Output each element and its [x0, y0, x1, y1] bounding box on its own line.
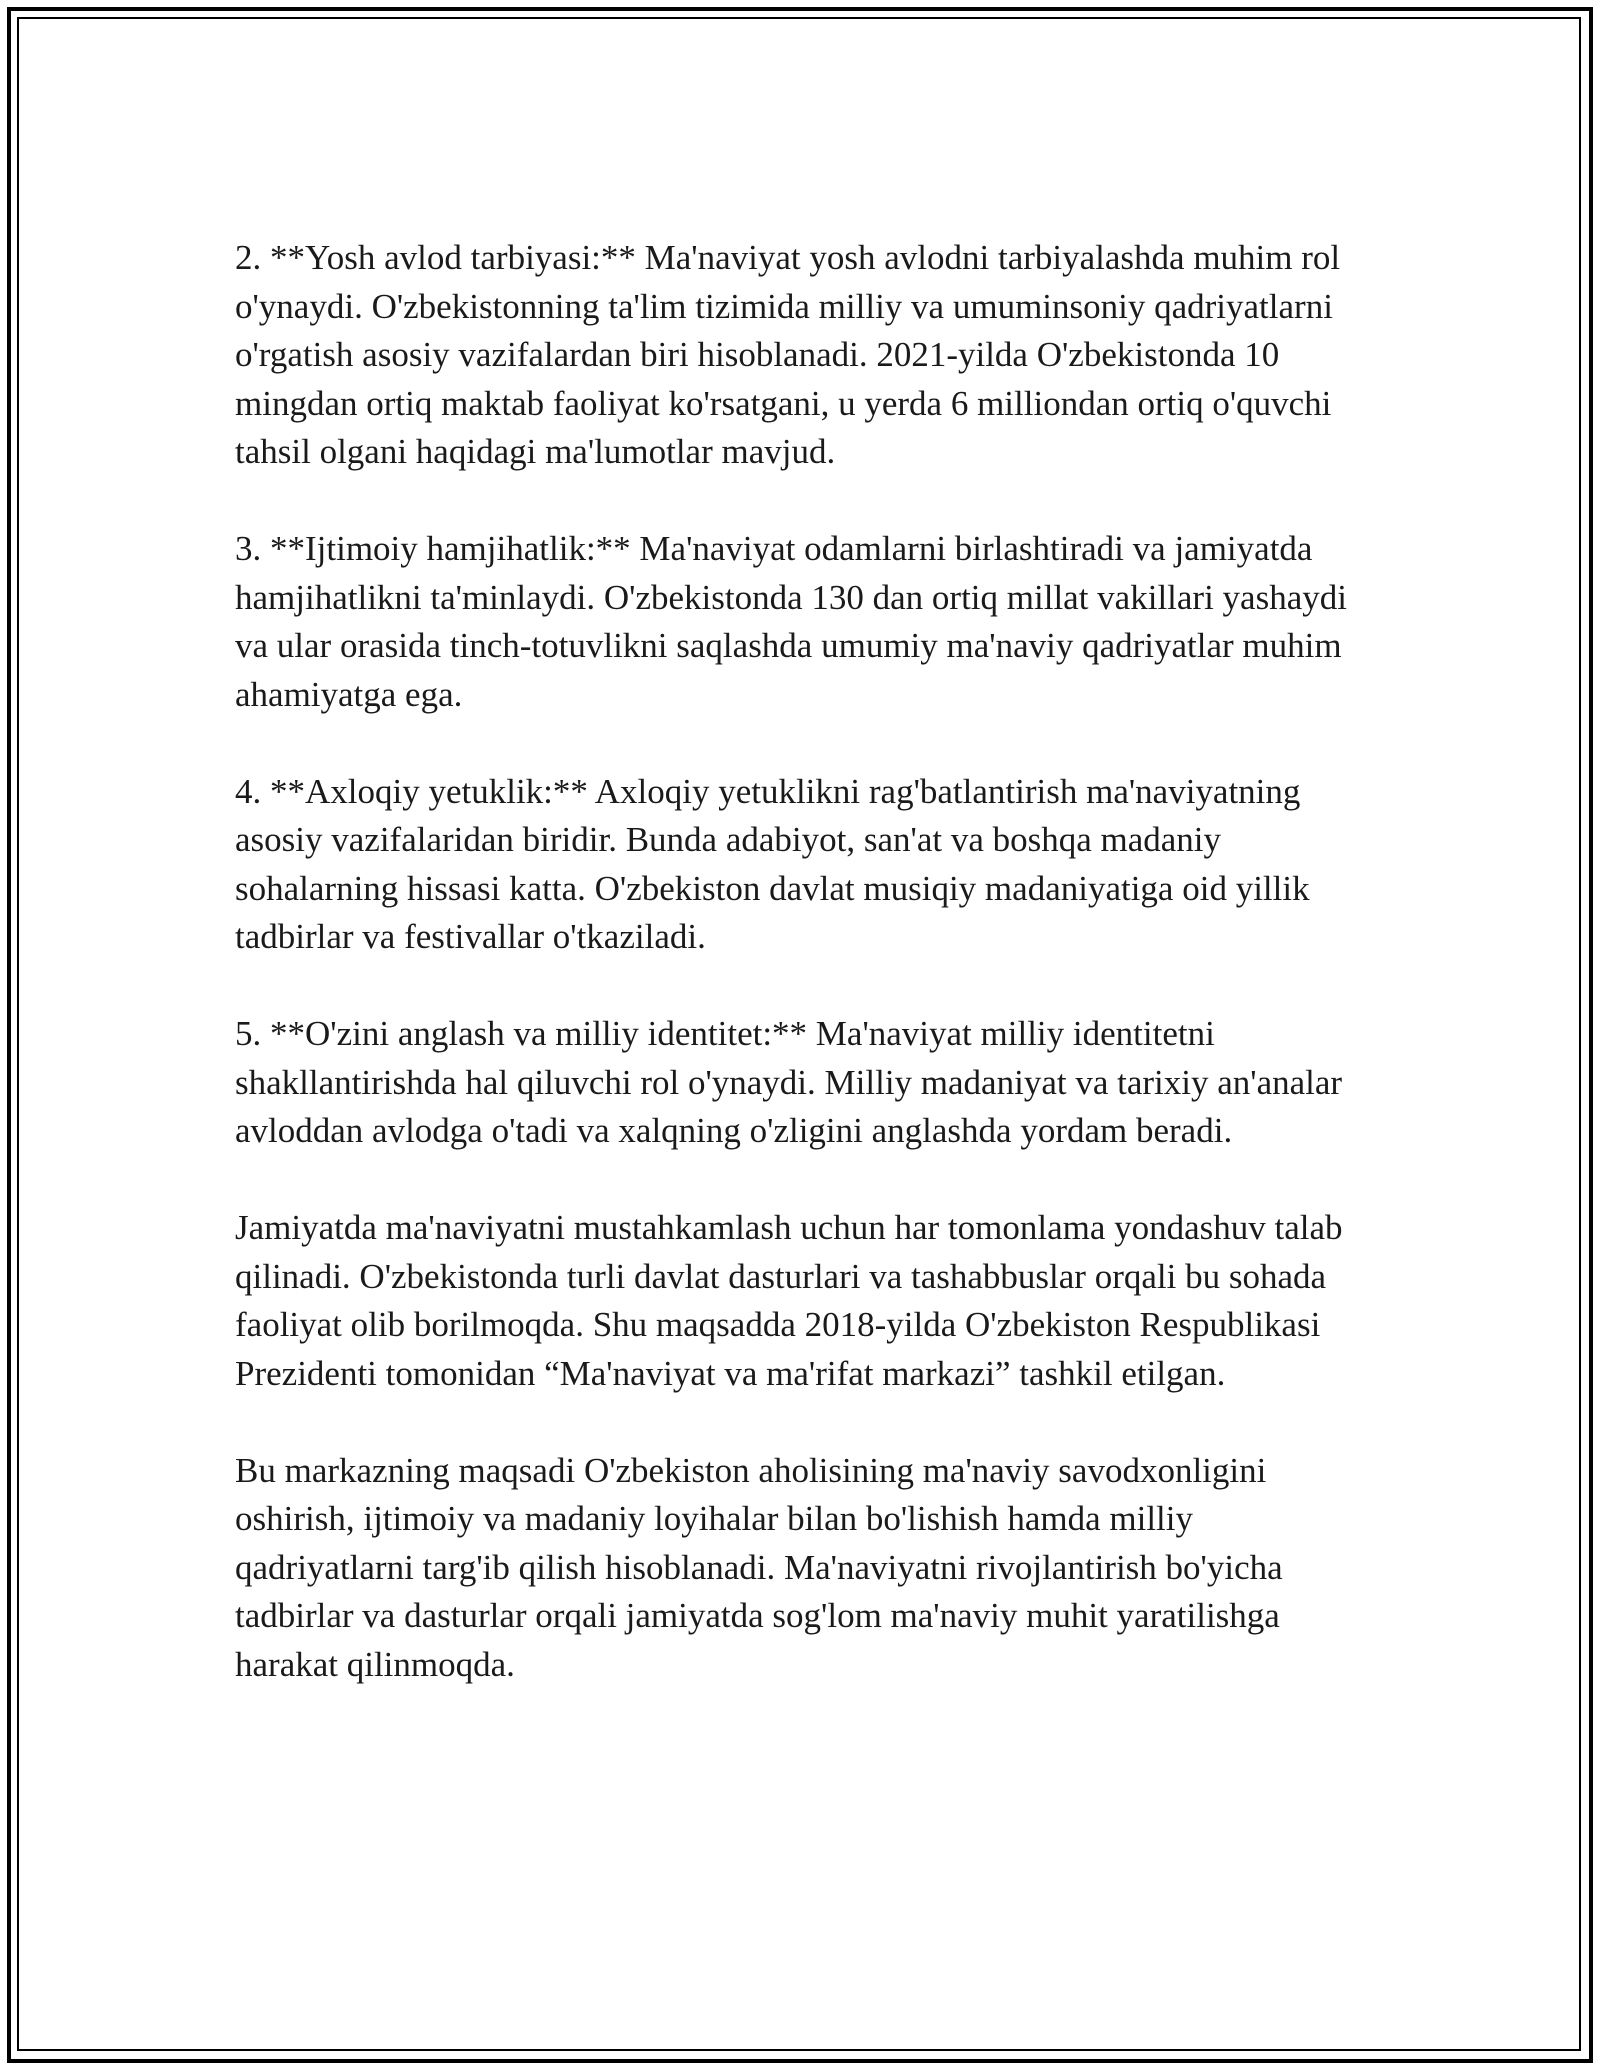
paragraph-markaz-maqsadi: Bu markazning maqsadi O'zbekiston aholisining ma'naviy savodxonligini oshirish, ijtimoiy va madaniy loyihalar bilan bo'lishish hamda milliy qadriyatlarni targ'ib qilish hisoblanadi. Ma'naviyatni rivojlantirish bo'yicha tadbirlar va dasturlar orqali jamiyatda sog'lom ma'naviy muhit yaratilishga harakat qilinmoqda.: [235, 1450, 1283, 1684]
document-body: [235, 234, 1375, 1738]
paragraph-jamiyatda-manaviyat: Jamiyatda ma'naviyatni mustahkamlash uchun har tomonlama yondashuv talab qilinadi. O'zbekistonda turli davlat dasturlari va tashabbuslar orqali bu sohada faoliyat olib borilmoqda. Shu maqsadda 2018-yilda O'zbekiston Respublikasi Prezidenti tomonidan “Ma'naviyat va ma'rifat markazi” tashkil etilgan.: [235, 1208, 1343, 1393]
paragraph-axloqiy-yetuklik: 4. **Axloqiy yetuklik:** Axloqiy yetuklikni rag'batlantirish ma'naviyatning asosiy vazifalaridan biridir. Bunda adabiyot, san'at va boshqa madaniy sohalarning hissasi katta. O'zbekiston davlat musiqiy madaniyatiga oid yillik tadbirlar va festivallar o'tkaziladi.: [235, 771, 1310, 956]
paragraph-milliy-identitet: 5. **O'zini anglash va milliy identitet:** Ma'naviyat milliy identitetni shakllantirishda hal qiluvchi rol o'ynaydi. Milliy madaniyat va tarixiy an'analar avloddan avlodga o'tadi va xalqning o'zligini anglashda yordam beradi.: [235, 1014, 1343, 1150]
paragraph-ijtimoiy-hamjihatlik: 3. **Ijtimoiy hamjihatlik:** Ma'naviyat odamlarni birlashtiradi va jamiyatda hamjihatlikni ta'minlaydi. O'zbekistonda 130 dan ortiq millat vakillari yashaydi va ular orasida tinch-totuvlikni saqlashda umumiy ma'naviy qadriyatlar muhim ahamiyatga ega.: [235, 529, 1347, 714]
paragraph-yosh-avlod-tarbiyasi: 2. **Yosh avlod tarbiyasi:** Ma'naviyat yosh avlodni tarbiyalashda muhim rol o'ynaydi. O'zbekistonning ta'lim tizimida milliy va umuminsoniy qadriyatlarni o'rgatish asosiy vazifalardan biri hisoblanadi. 2021-yilda O'zbekistonda 10 mingdan ortiq maktab faoliyat ko'rsatgani, u yerda 6 milliondan ortiq o'quvchi tahsil olgani haqidagi ma'lumotlar mavjud.: [235, 238, 1341, 471]
